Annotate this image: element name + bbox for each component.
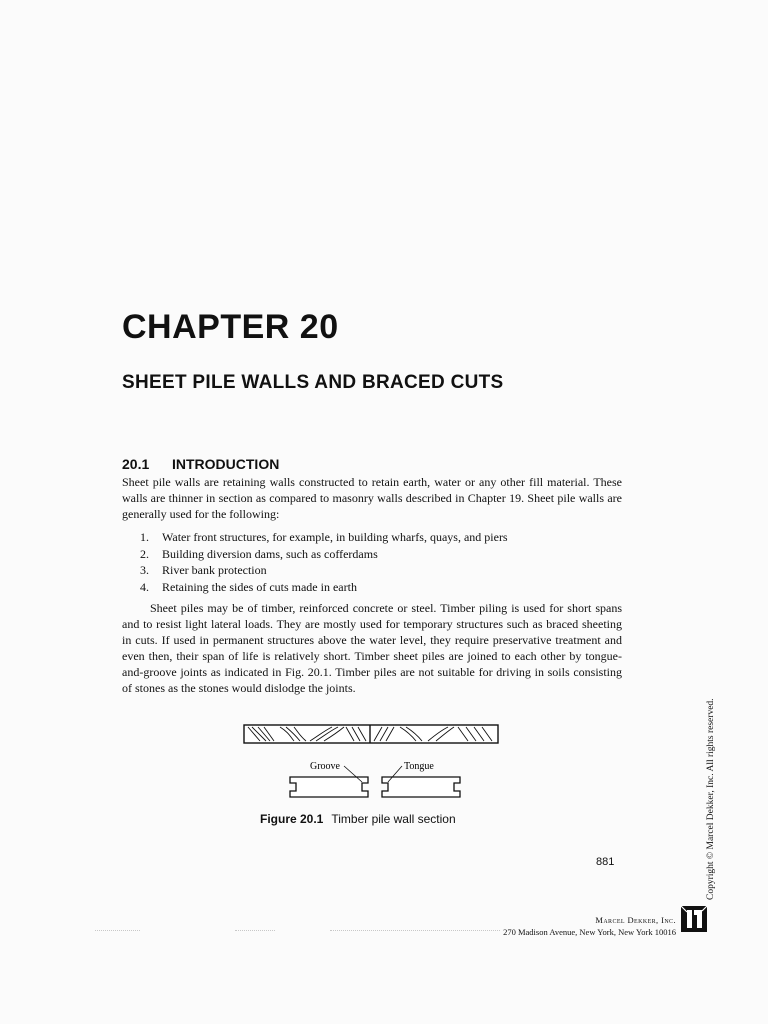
scan-artifact xyxy=(235,930,275,931)
timber-paragraph: Sheet piles may be of timber, reinforced concrete or steel. Timber piling is used for short spans and to resist light lateral loads. They are mostly used for temporary structures such as braced sheeting in cuts. If used in permanent structures above the water level, they require preservative treatment and even then, their span of life is relatively short. Timber sheet piles are joined to each other by tongue-and-groove joints as indicated in Fig. 20.1. Timber piles are not suitable for driving in soils consisting of stones as the stones would dislodge the joints. xyxy=(122,601,622,695)
list-item-number: 2. xyxy=(140,546,149,561)
page-number: 881 xyxy=(596,856,615,868)
list-item-text: Retaining the sides of cuts made in earth xyxy=(162,579,357,594)
list-item xyxy=(140,529,620,546)
tongue-label: Tongue xyxy=(404,761,434,772)
list-item-number: 3. xyxy=(140,563,149,577)
section-heading xyxy=(122,456,279,472)
list-item-text: Water front structures, for example, in building wharfs, quays, and piers xyxy=(162,530,508,544)
list-item xyxy=(140,562,620,579)
figure-label: Figure 20.1 xyxy=(260,812,324,826)
groove-pile xyxy=(290,777,368,797)
list-item xyxy=(140,579,620,596)
wall-section xyxy=(244,725,498,743)
list-item xyxy=(140,546,620,563)
publisher-name: Marcel Dekker, Inc. xyxy=(595,915,676,925)
figure-caption-text: Timber pile wall section xyxy=(331,812,456,826)
groove-label: Groove xyxy=(310,761,340,772)
scan-artifact xyxy=(330,930,500,931)
list-item-number: 1. xyxy=(140,530,149,544)
uses-list xyxy=(140,529,620,595)
copyright-notice: Copyright © Marcel Dekker, Inc. All rights reserved. xyxy=(706,698,716,900)
intro-paragraph: Sheet pile walls are retaining walls constructed to retain earth, water or any other fill material. These walls are thinner in section as compared to masonry walls described in Chapter 19. Sheet pile walls are generally used for the following: xyxy=(122,475,622,521)
timber-pile-figure xyxy=(240,722,502,806)
section-number: 20.1 xyxy=(122,456,150,472)
publisher-imprint xyxy=(503,914,676,938)
scan-artifact xyxy=(95,930,140,931)
list-item-text: Building diversion dams, such as cofferdams xyxy=(162,546,378,561)
publisher-address: 270 Madison Avenue, New York, New York 10016 xyxy=(503,927,676,937)
section-title: INTRODUCTION xyxy=(172,456,280,472)
chapter-title: CHAPTER 20 xyxy=(122,308,339,346)
publisher-logo-icon xyxy=(680,904,710,934)
list-item-text: River bank protection xyxy=(162,563,267,577)
timber-pile-diagram xyxy=(240,722,502,806)
chapter-subtitle: SHEET PILE WALLS AND BRACED CUTS xyxy=(122,372,504,393)
figure-caption xyxy=(260,812,456,826)
tongue-pile xyxy=(382,777,460,797)
list-item-number: 4. xyxy=(140,579,149,594)
